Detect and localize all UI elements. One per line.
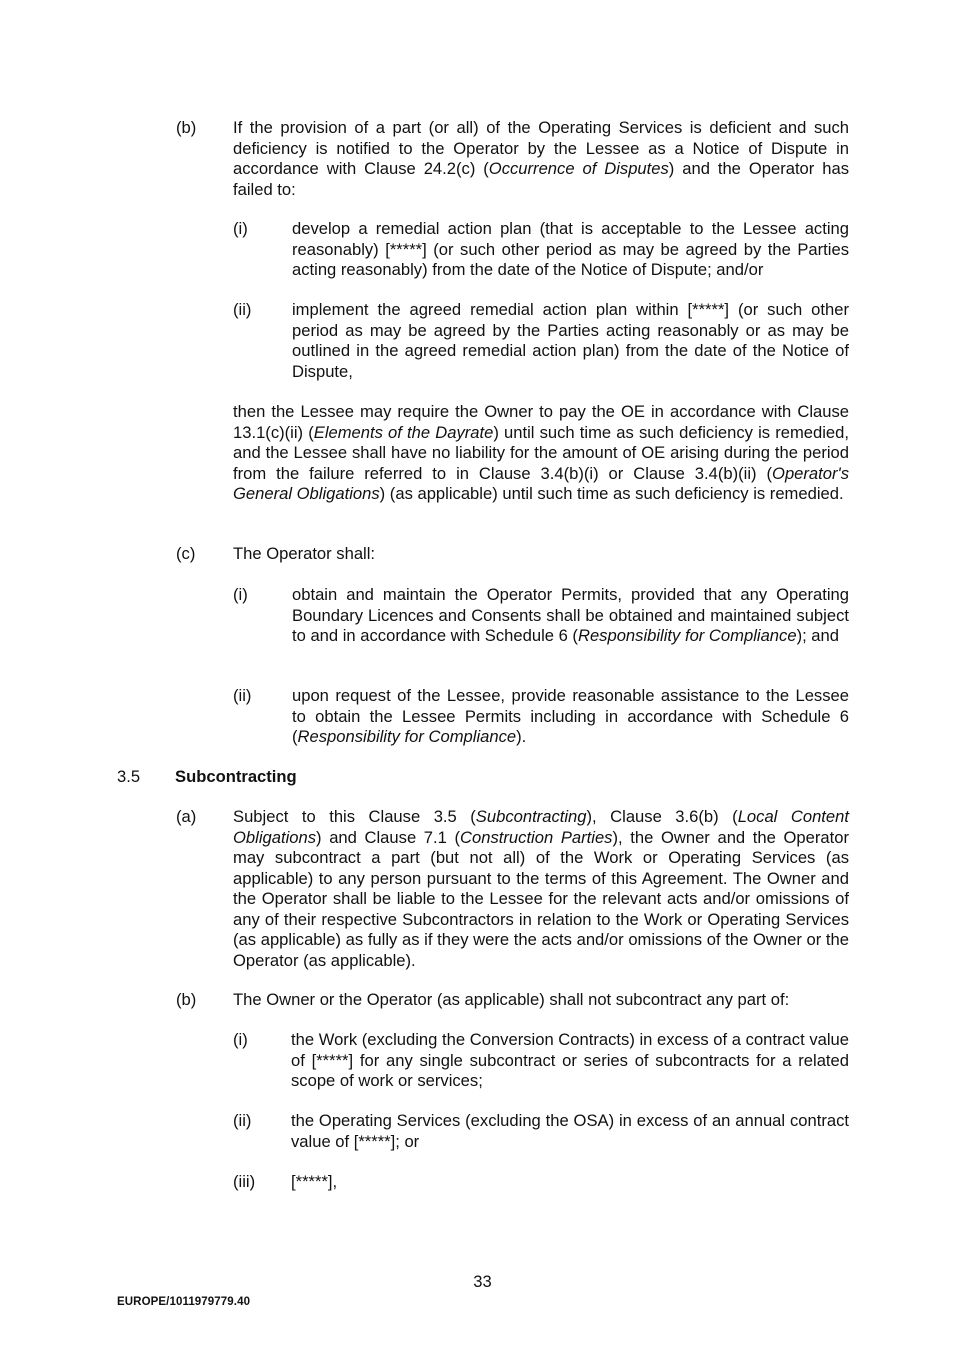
paragraph-3-5-b: The Owner or the Operator (as applicable) shall not subcontract any part of: <box>233 990 790 1009</box>
item-label-b: (b) <box>176 118 197 137</box>
paragraph-b <box>233 118 849 200</box>
text: ); and <box>796 626 839 645</box>
sub-item-label-i: (i) <box>233 585 248 604</box>
paragraph-c: The Operator shall: <box>233 544 376 563</box>
paragraph-c-ii <box>292 686 849 748</box>
sub-item-label-i: (i) <box>233 1030 248 1049</box>
section-number: 3.5 <box>117 767 141 786</box>
italic-text: Elements of the Dayrate <box>313 422 494 442</box>
text: then the Lessee may require the Owner to pay the OE in accordance with Clause 13.1(c)(ii) ( <box>233 402 849 442</box>
page-number: 33 <box>473 1272 492 1291</box>
text: ). <box>516 727 527 746</box>
italic-text: Operator's General Obligations <box>233 463 849 503</box>
text: If the provision of a part (or all) of the Operating Services is deficient and such deficiency is notified to the Operator by the Lessee as a Notice of Dispute in accordance with Clause 24.2(c) ( <box>233 118 849 178</box>
text: ) and the Operator has failed to: <box>233 159 849 199</box>
italic-text: Responsibility for Compliance <box>297 727 517 746</box>
sub-item-label-ii: (ii) <box>233 1111 252 1130</box>
text: ) (as applicable) until such time as such deficiency is remedied. <box>379 484 844 503</box>
sub-item-label-ii: (ii) <box>233 686 252 705</box>
item-label-c: (c) <box>176 544 196 563</box>
section-heading: Subcontracting <box>175 767 297 786</box>
paragraph-3-5-b-iii: [*****], <box>291 1172 338 1191</box>
paragraph-3-5-b-i: the Work (excluding the Conversion Contracts) in excess of a contract value of [*****] for any single subcontract or series of subcontracts for a related scope of work or services; <box>291 1030 849 1090</box>
text: Subject to this Clause 3.5 ( <box>233 807 476 826</box>
text: upon request of the Lessee, provide reasonable assistance to the Lessee to obtain the Lessee Permits including in accordance with Schedule 6 ( <box>292 686 849 746</box>
paragraph-then <box>233 402 849 505</box>
italic-text: Responsibility for Compliance <box>577 626 797 645</box>
italic-text: Local Content Obligations <box>233 807 849 847</box>
document-reference: EUROPE/1011979779.40 <box>117 1296 251 1308</box>
sub-item-label-iii: (iii) <box>233 1172 256 1191</box>
sub-item-label-ii: (ii) <box>233 300 252 319</box>
paragraph-c-i <box>292 585 849 647</box>
text: ) until such time as such deficiency is remedied, and the Lessee shall have no liability for the amount of OE arising during the period from the failure referred to in Clause 3.4(b)(i) or Clause 3.4(b)(ii) ( <box>233 422 849 483</box>
paragraph-b-i: develop a remedial action plan (that is acceptable to the Lessee acting reasonably) [*****] (or such other period as may be agreed by the Parties acting reasonably) from the date of the Notice of Dispute; and/or <box>292 219 849 279</box>
item-label-b: (b) <box>176 990 197 1009</box>
paragraph-3-5-a <box>233 807 849 971</box>
italic-text: Subcontracting <box>475 807 587 826</box>
item-label-a: (a) <box>176 807 197 826</box>
italic-text: Construction Parties <box>460 827 613 847</box>
text: ) and Clause 7.1 ( <box>316 827 461 847</box>
text: ), Clause 3.6(b) ( <box>586 807 738 826</box>
italic-text: Occurrence of Disputes <box>488 159 669 178</box>
text: obtain and maintain the Operator Permits, provided that any Operating Boundary Licences and Consents shall be obtained and maintained subject to and in accordance with Schedule 6 ( <box>292 585 849 645</box>
sub-item-label-i: (i) <box>233 219 248 238</box>
paragraph-3-5-b-ii: the Operating Services (excluding the OSA) in excess of an annual contract value of [*****]; or <box>291 1111 849 1151</box>
paragraph-b-ii: implement the agreed remedial action plan within [*****] (or such other period as may be agreed by the Parties acting reasonably or as may be outlined in the agreed remedial action plan) from the date of the Notice of Dispute, <box>292 300 849 381</box>
text: ), the Owner and the Operator may subcontract a part (but not all) of the Work or Operating Services (as applicable) to any person pursuant to the terms of this Agreement. The Owner and the Operator shall be liable to the Lessee for the relevant acts and/or omissions of any of their respective Subcontractors in relation to the Work or Operating Services (as applicable) as fully as if they were the acts and/or omissions of the Owner or the Operator (as applicable). <box>233 827 849 970</box>
